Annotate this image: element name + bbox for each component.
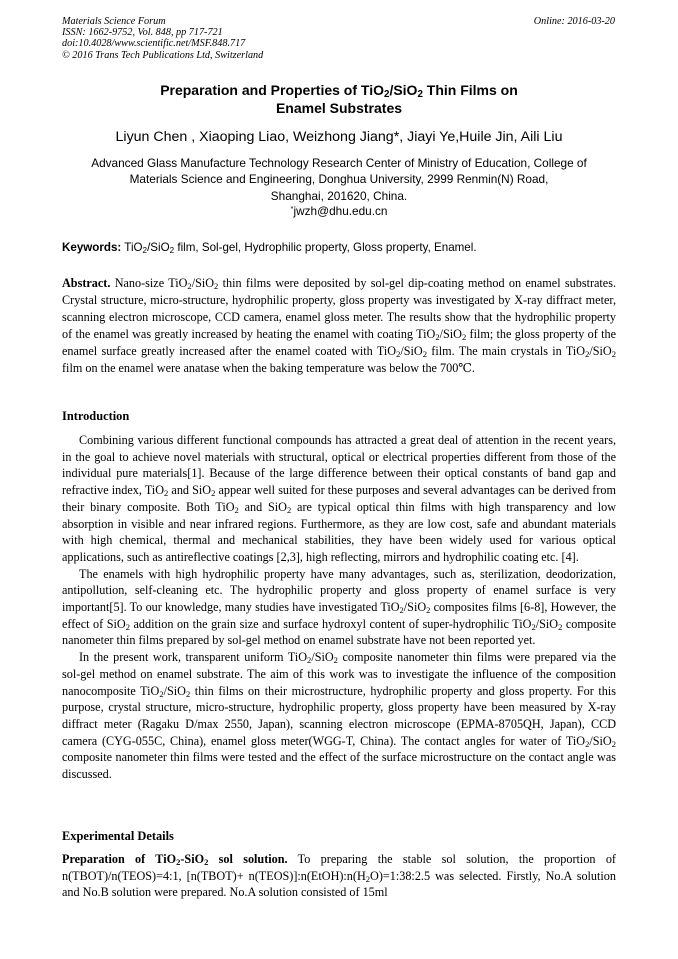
author-list: Liyun Chen , Xiaoping Liao, Weizhong Jiang*, Jiayi Ye,Huile Jin, Aili Liu: [115, 129, 563, 145]
abstract-label: Abstract.: [62, 276, 111, 290]
experimental-paragraph: Preparation of TiO$_2$-SiO$_2$ sol solution. To preparing the stable sol solution, the proportion of n(TBOT)/n(TEOS)=4:1, [n(TBOT)+ $n(TEOS)]:n(EtOH):n(H_2O)=1:38:2.5$ was selected. Firstly, No.A solution and No.B solution were prepared. No.A solution consisted of 15ml: [62, 852, 616, 900]
introduction-heading: Introduction: [62, 409, 130, 423]
intro-paragraph-1: Combining various different functional compounds has attracted a great deal of attention in the recent years, in the goal to achieve novel materials with structural, optical or electrical properties different from those of the individual pure materials[1]. Because of the large difference between their optical constants of band gap and refractive index, TiO$_2$ and SiO$_2$ appear well suited for these purposes and several advantages can be derived from their binary composite. Both TiO$_2$ and SiO$_2$ are typical optical thin films with high transparency and low absorption in visible and near infrared regions. Furthermore, as they are low cost, safe and abundant materials with high chemical, thermal and mechanical stabilities, they have been widely used for various optical applications, such as antireflective coatings [2,3], high reflecting, mirrors and hydrophilic coating etc. [4].: [62, 433, 617, 564]
doi: doi:10.4028/www.scientific.net/MSF.848.717: [62, 38, 246, 50]
affiliation: Advanced Glass Manufacture Technology Research Center of Ministry of Education, College of Materials Science and Engineering, Donghua University, 2999 Renmin(N) Road, Shanghai, 201620, China.: [91, 156, 587, 203]
experimental-heading: Experimental Details: [62, 829, 174, 843]
intro-paragraph-3: In the present work, transparent uniform TiO$_2$/SiO$_2$ composite nanometer thin films were prepared via the sol-gel method on enamel substrate. The aim of this work was to investigate the influence of the composition nanocomposite TiO$_2$/SiO$_2$ thin films on their microstructure, hydrophilic property and gloss property. For this purpose, crystal structure, micro-structure, hydrophilic property, gloss property have been measured by X-ray diffract meter (Ragaku D/max 2550, Japan), scanning electron microscope (EPMA-8705QH, Japan), CCD camera (CYG-055C, China), enamel gloss meter(WGG-T, China). The contact angles for water of TiO$_2$/SiO$_2$ composite nanometer thin films were tested and the effect of the surface microstructure on the contact angle was discussed.: [62, 650, 616, 782]
intro-paragraph-2: The enamels with high hydrophilic property have many advantages, such as, sterilization, deodorization, antipollution, self-cleaning etc. The hydrophilic property and gloss property of enamel surface is very important[5]. To our knowledge, many studies have investigated TiO$_2$/SiO$_2$ composites films [6-8], However, the effect of SiO$_2$ addition on the grain size and surface hydroxyl content of super-hydrophilic TiO$_2$/SiO$_2$ composite nanometer thin films prepared by sol-gel method on enamel substrate have not been reported yet.: [62, 566, 616, 648]
keywords-label: Keywords:: [62, 241, 122, 254]
email-address[interactable]: jwzh@dhu.edu.cn: [293, 204, 388, 218]
copyright: © 2016 Trans Tech Publications Ltd, Switzerland: [62, 49, 264, 61]
introduction-body: [62, 432, 616, 783]
journal-name: Materials Science Forum: [62, 16, 166, 27]
keywords: Keywords: TiO$_2$/SiO$_2$ film, Sol-gel, Hydrophilic property, Gloss property, Enamel.: [62, 241, 477, 255]
corresponding-email: *jwzh@dhu.edu.cn: [290, 204, 388, 218]
online-date: Online: 2016-03-20: [533, 16, 615, 27]
issn: ISSN: 1662-9752, Vol. 848, pp 717-721: [62, 27, 223, 39]
experimental-body: [62, 851, 616, 901]
abstract: Abstract. Nano-size TiO$_2$/SiO$_2$ thin films were deposited by sol-gel dip-coating method on enamel substrates. Crystal structure, micro-structure, hydrophilic property, gloss property was investigated by X-ray diffract meter, scanning electron microscope, CCD camera, enamel gloss meter. The results show that the hydrophilic property of the enamel was greatly increased by heating the enamel with coating TiO$_2$/SiO$_2$ film; the gloss property of the enamel surface greatly increased after the enamel coated with TiO$_2$/SiO$_2$ film. The main crystals in TiO$_2$/SiO$_2$ film on the enamel were anatase when the baking temperature was below the 700℃.: [62, 276, 617, 376]
journal-meta: [62, 16, 263, 61]
paper-title: Preparation and Properties of TiO$_2$/SiO$_2$ Thin Films on Enamel Substrates: [160, 82, 518, 116]
